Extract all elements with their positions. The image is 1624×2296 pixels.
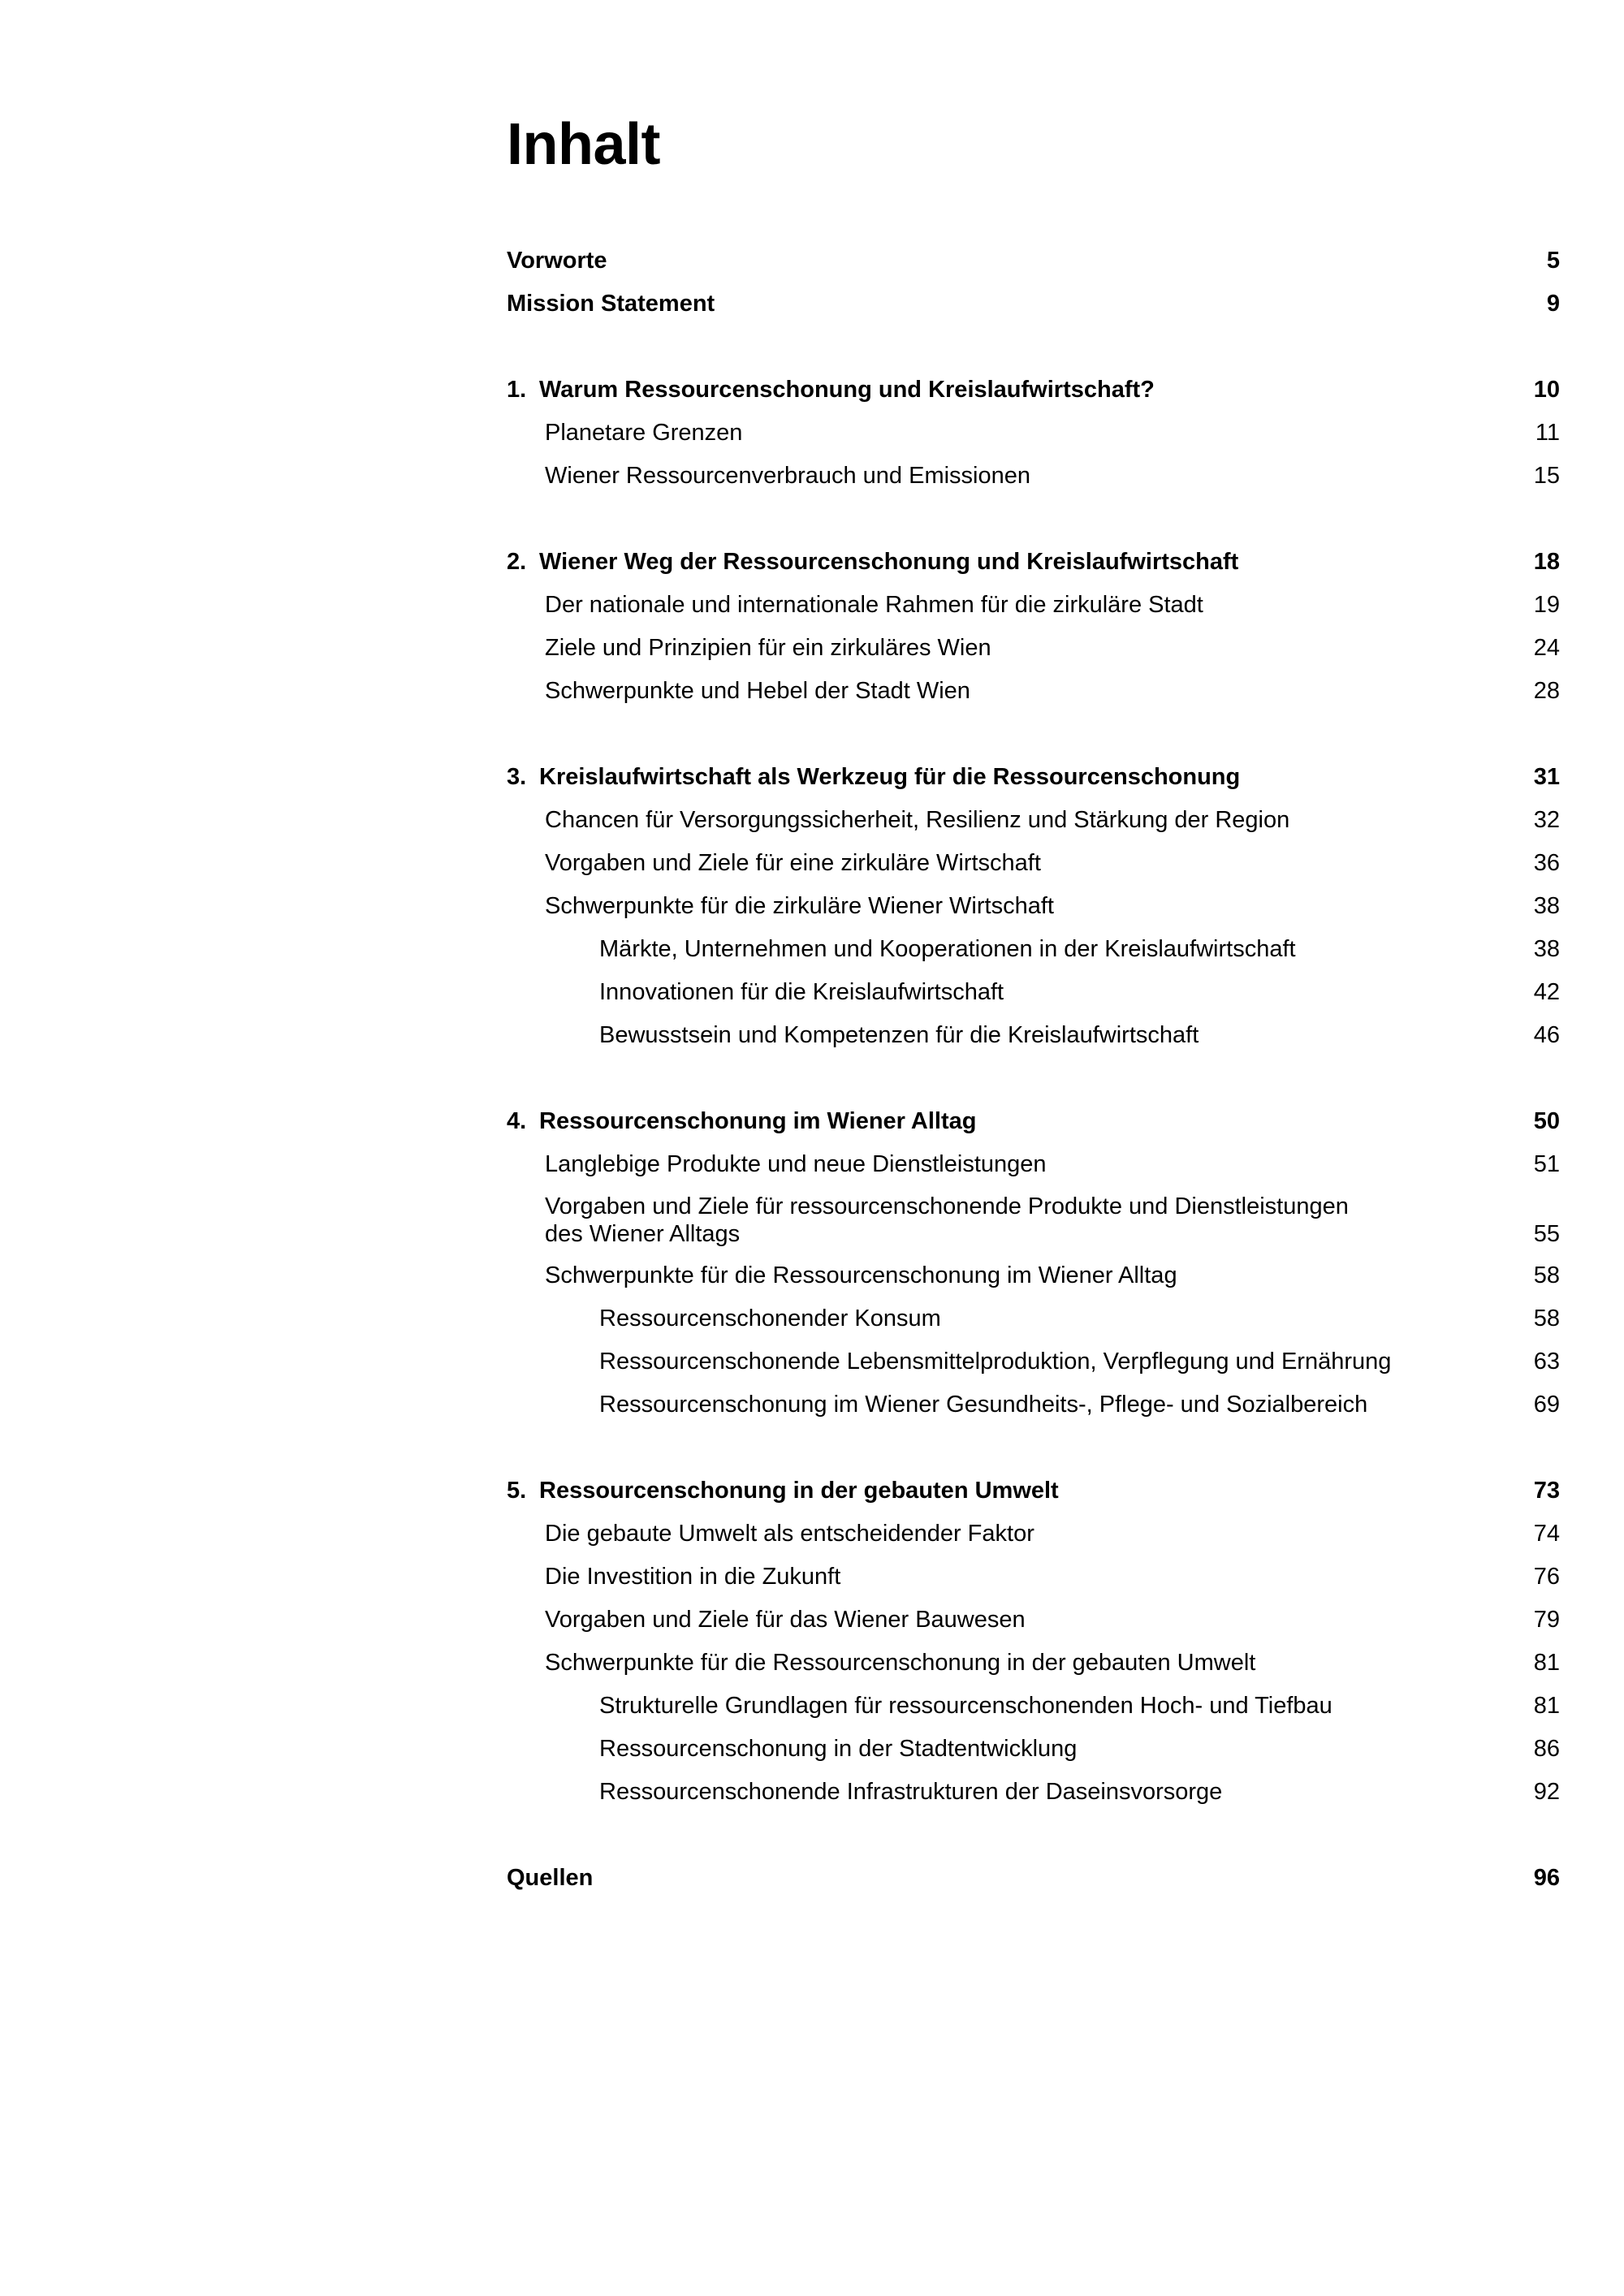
toc-entry-label	[507, 369, 1155, 412]
toc-entry-page: 10	[1533, 377, 1560, 403]
toc-entry-label	[507, 756, 1240, 799]
toc-entry-label: Quellen	[507, 1865, 594, 1891]
toc-section[interactable]	[507, 1642, 1560, 1685]
toc-entry-label: Die gebaute Umwelt als entscheidender Faktor	[545, 1521, 1034, 1547]
toc-entry-page: 81	[1533, 1693, 1560, 1719]
toc-section[interactable]	[507, 885, 1560, 928]
toc-subsection[interactable]	[507, 928, 1560, 971]
toc-entry-page: 32	[1533, 807, 1560, 833]
toc-spacer	[507, 1057, 1560, 1100]
chapter-title: Ressourcenschonung in der gebauten Umwelt	[539, 1478, 1059, 1504]
toc-entry-label	[507, 1186, 1349, 1254]
toc-entry-label: Chancen für Versorgungssicherheit, Resilienz und Stärkung der Region	[545, 807, 1290, 833]
toc-entry-label: Märkte, Unternehmen und Kooperationen in der Kreislaufwirtschaft	[599, 936, 1296, 962]
toc-entry-page: 81	[1533, 1650, 1560, 1676]
toc-entry-page: 38	[1533, 893, 1560, 919]
toc-entry-page: 36	[1533, 850, 1560, 876]
toc-section[interactable]	[507, 1254, 1560, 1297]
toc-chapter-3[interactable]	[507, 756, 1560, 799]
toc-entry-label: Ressourcenschonende Infrastrukturen der Daseinsvorsorge	[599, 1779, 1223, 1805]
toc-section[interactable]	[507, 670, 1560, 713]
toc-entry-label: Bewusstsein und Kompetenzen für die Kreislaufwirtschaft	[599, 1022, 1199, 1048]
table-of-contents	[507, 240, 1560, 1900]
chapter-number: 1.	[507, 377, 527, 403]
toc-entry-page: 63	[1533, 1349, 1560, 1375]
toc-entry-label: Der nationale und internationale Rahmen für die zirkuläre Stadt	[545, 592, 1203, 618]
toc-entry-page: 24	[1533, 635, 1560, 661]
toc-entry-label: Innovationen für die Kreislaufwirtschaft	[599, 979, 1004, 1005]
toc-entry-page: 19	[1533, 592, 1560, 618]
toc-section[interactable]	[507, 455, 1560, 498]
toc-subsection[interactable]	[507, 1383, 1560, 1426]
toc-entry-label: Mission Statement	[507, 291, 715, 317]
toc-entry-page: 5	[1546, 248, 1560, 274]
toc-subsection[interactable]	[507, 1297, 1560, 1340]
toc-entry-page: 15	[1533, 463, 1560, 489]
toc-entry-label: Schwerpunkte und Hebel der Stadt Wien	[545, 678, 970, 704]
toc-entry-page: 11	[1535, 420, 1560, 446]
toc-entry-page: 46	[1533, 1022, 1560, 1048]
toc-entry-page: 38	[1533, 936, 1560, 962]
chapter-number: 4.	[507, 1108, 527, 1134]
toc-entry-label: Ressourcenschonender Konsum	[599, 1306, 941, 1331]
toc-section[interactable]	[507, 627, 1560, 670]
toc-entry-vorworte[interactable]	[507, 240, 1560, 283]
toc-entry-page: 86	[1533, 1736, 1560, 1762]
toc-entry-label: Schwerpunkte für die Ressourcenschonung in der gebauten Umwelt	[545, 1650, 1256, 1676]
toc-section[interactable]	[507, 1186, 1560, 1254]
toc-entry-page: 58	[1533, 1262, 1560, 1288]
chapter-title: Kreislaufwirtschaft als Werkzeug für die Ressourcenschonung	[539, 764, 1241, 790]
toc-chapter-5[interactable]	[507, 1470, 1560, 1513]
toc-entry-page: 31	[1533, 764, 1560, 790]
toc-entry-page: 9	[1546, 291, 1560, 317]
toc-entry-label: Ressourcenschonende Lebensmittelproduktion, Verpflegung und Ernährung	[599, 1349, 1392, 1375]
toc-chapter-1[interactable]	[507, 369, 1560, 412]
toc-entry-page: 79	[1533, 1607, 1560, 1633]
toc-entry-quellen[interactable]	[507, 1857, 1560, 1900]
toc-entry-label: Strukturelle Grundlagen für ressourcenschonenden Hoch- und Tiefbau	[599, 1693, 1332, 1719]
toc-chapter-2[interactable]	[507, 541, 1560, 584]
toc-entry-label	[507, 1100, 976, 1143]
toc-entry-label-line-2: des Wiener Alltags	[545, 1221, 741, 1247]
toc-entry-label: Ziele und Prinzipien für ein zirkuläres Wien	[545, 635, 991, 661]
toc-entry-page: 92	[1533, 1779, 1560, 1805]
toc-entry-label: Schwerpunkte für die zirkuläre Wiener Wirtschaft	[545, 893, 1054, 919]
toc-entry-label	[507, 1470, 1059, 1513]
toc-entry-page: 50	[1533, 1108, 1560, 1134]
toc-entry-label: Ressourcenschonung in der Stadtentwicklung	[599, 1736, 1078, 1762]
toc-spacer	[507, 1814, 1560, 1857]
toc-section[interactable]	[507, 1513, 1560, 1556]
chapter-number: 3.	[507, 764, 527, 790]
toc-section[interactable]	[507, 1599, 1560, 1642]
toc-subsection[interactable]	[507, 1014, 1560, 1057]
toc-section[interactable]	[507, 842, 1560, 885]
toc-section[interactable]	[507, 799, 1560, 842]
toc-spacer	[507, 326, 1560, 369]
toc-entry-label-line-1: Vorgaben und Ziele für ressourcenschonende Produkte und Dienstleistungen	[545, 1193, 1349, 1219]
toc-section[interactable]	[507, 584, 1560, 627]
toc-subsection[interactable]	[507, 1340, 1560, 1383]
toc-entry-page: 18	[1533, 549, 1560, 575]
toc-spacer	[507, 498, 1560, 541]
toc-entry-mission-statement[interactable]	[507, 283, 1560, 326]
toc-page	[507, 0, 1560, 2296]
toc-section[interactable]	[507, 412, 1560, 455]
toc-entry-page: 69	[1533, 1392, 1560, 1418]
toc-chapter-4[interactable]	[507, 1100, 1560, 1143]
chapter-number: 5.	[507, 1478, 527, 1504]
toc-entry-page: 73	[1533, 1478, 1560, 1504]
toc-entry-page: 58	[1533, 1306, 1560, 1331]
chapter-number: 2.	[507, 549, 527, 575]
chapter-title: Warum Ressourcenschonung und Kreislaufwirtschaft?	[539, 377, 1155, 403]
toc-entry-label: Vorworte	[507, 248, 607, 274]
toc-entry-label: Ressourcenschonung im Wiener Gesundheits-, Pflege- und Sozialbereich	[599, 1392, 1368, 1418]
toc-entry-label: Planetare Grenzen	[545, 420, 743, 446]
toc-subsection[interactable]	[507, 1685, 1560, 1728]
toc-section[interactable]	[507, 1556, 1560, 1599]
toc-spacer	[507, 713, 1560, 756]
toc-entry-page: 76	[1533, 1564, 1560, 1590]
chapter-title: Wiener Weg der Ressourcenschonung und Kreislaufwirtschaft	[539, 549, 1239, 575]
toc-subsection[interactable]	[507, 971, 1560, 1014]
toc-entry-label	[507, 541, 1238, 584]
toc-entry-label: Die Investition in die Zukunft	[545, 1564, 841, 1590]
toc-entry-page: 55	[1533, 1221, 1560, 1247]
toc-section[interactable]	[507, 1143, 1560, 1186]
toc-spacer	[507, 1426, 1560, 1470]
chapter-title: Ressourcenschonung im Wiener Alltag	[539, 1108, 977, 1134]
toc-entry-page: 28	[1533, 678, 1560, 704]
toc-entry-label: Vorgaben und Ziele für eine zirkuläre Wirtschaft	[545, 850, 1041, 876]
toc-entry-label: Schwerpunkte für die Ressourcenschonung im Wiener Alltag	[545, 1262, 1177, 1288]
toc-entry-page: 51	[1533, 1151, 1560, 1177]
toc-entry-page: 42	[1533, 979, 1560, 1005]
toc-subsection[interactable]	[507, 1728, 1560, 1771]
toc-entry-label: Vorgaben und Ziele für das Wiener Bauwesen	[545, 1607, 1026, 1633]
page-title: Inhalt	[507, 112, 660, 177]
toc-entry-page: 96	[1533, 1865, 1560, 1891]
toc-entry-label: Langlebige Produkte und neue Dienstleistungen	[545, 1151, 1047, 1177]
toc-subsection[interactable]	[507, 1771, 1560, 1814]
toc-entry-page: 74	[1533, 1521, 1560, 1547]
toc-entry-label: Wiener Ressourcenverbrauch und Emissionen	[545, 463, 1031, 489]
